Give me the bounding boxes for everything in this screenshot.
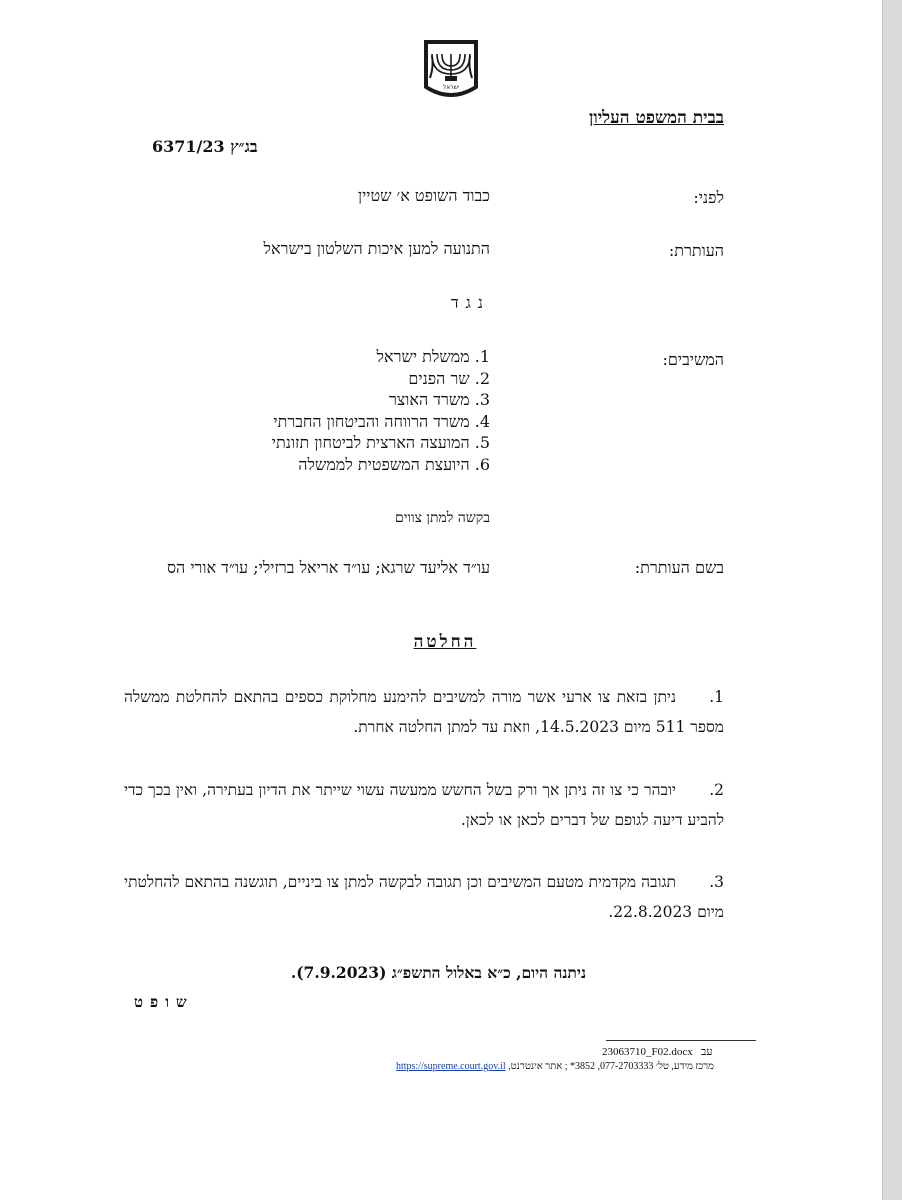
paragraph-number: 1.	[709, 688, 724, 706]
doc-file: 23063710_F02.docx	[602, 1046, 693, 1058]
footer-divider	[606, 1040, 756, 1041]
paragraph-number: 2.	[709, 781, 724, 799]
list-item: 6. היועצת המשפטית לממשלה	[298, 454, 490, 474]
respondents-list	[272, 346, 490, 475]
paragraph-number: 3.	[709, 873, 724, 891]
info-text: מרכז מידע, טל׳ 077-2703333, 3852* ; אתר אינטרנט,	[508, 1061, 714, 1072]
website-link[interactable]: https://supreme.court.gov.il	[396, 1061, 506, 1072]
list-item: 2. שר הפנים	[408, 368, 490, 388]
given-date: ניתנה היום, כ״א באלול התשפ״ג (7.9.2023).	[290, 963, 586, 982]
petitioner-name: התנועה למען איכות השלטון בישראל	[263, 239, 490, 258]
case-number: בג״ץ 6371/23	[152, 137, 258, 156]
footer-info	[396, 1061, 714, 1072]
respondents-label: המשיבים:	[662, 350, 724, 369]
svg-text:ישראל: ישראל	[442, 84, 460, 91]
list-item: 1. ממשלת ישראל	[376, 347, 490, 366]
list-item: 3. משרד האוצר	[389, 390, 490, 409]
counsel-names: עו״ד אליעד שרגא; עו״ד אריאל ברזילי; עו״ד אורי הס	[166, 558, 490, 577]
menorah-emblem-icon	[420, 36, 482, 106]
decision-paragraph	[124, 682, 724, 742]
document-reference	[602, 1046, 713, 1058]
petitioner-label: העותרת:	[668, 241, 724, 260]
doc-suffix: עב	[701, 1046, 713, 1058]
paragraph-text: ניתן בזאת צו ארעי אשר מורה למשיבים להימנע מחלוקת כספים בהתאם להחלטת ממשלה מספר 511 מיום 14.5.2023, וזאת עד למתן החלטה אחרת.	[124, 688, 724, 736]
request-type: בקשה למתן צווים	[395, 510, 490, 526]
decision-title: החלטה	[413, 632, 477, 652]
before-label: לפני:	[693, 188, 724, 207]
decision-paragraph	[124, 775, 724, 835]
list-item: 4. משרד הרווחה והביטחון החברתי	[273, 411, 490, 431]
court-name: בבית המשפט העליון	[589, 108, 724, 128]
versus-text: נגד	[450, 293, 490, 312]
list-item: 5. המועצה הארצית לביטחון תזונתי	[271, 433, 490, 452]
counsel-label: בשם העותרת:	[634, 558, 724, 577]
paragraph-text: יובהר כי צו זה ניתן אך ורק בשל החשש ממעשה עשוי שייתר את הדיון בעתירה, ואין בכך כדי להביע דיעה לגופם של דברים לכאן או לכאן.	[124, 781, 724, 829]
decision-paragraph	[124, 867, 724, 927]
paragraph-text: תגובה מקדמית מטעם המשיבים וכן תגובה לבקשה למתן צו ביניים, תוגשנה בהתאם להחלטתי מיום 22.8.2023.	[124, 873, 724, 921]
judge-signature: שופט	[134, 993, 194, 1011]
judge-name: כבוד השופט א׳ שטיין	[357, 186, 490, 205]
